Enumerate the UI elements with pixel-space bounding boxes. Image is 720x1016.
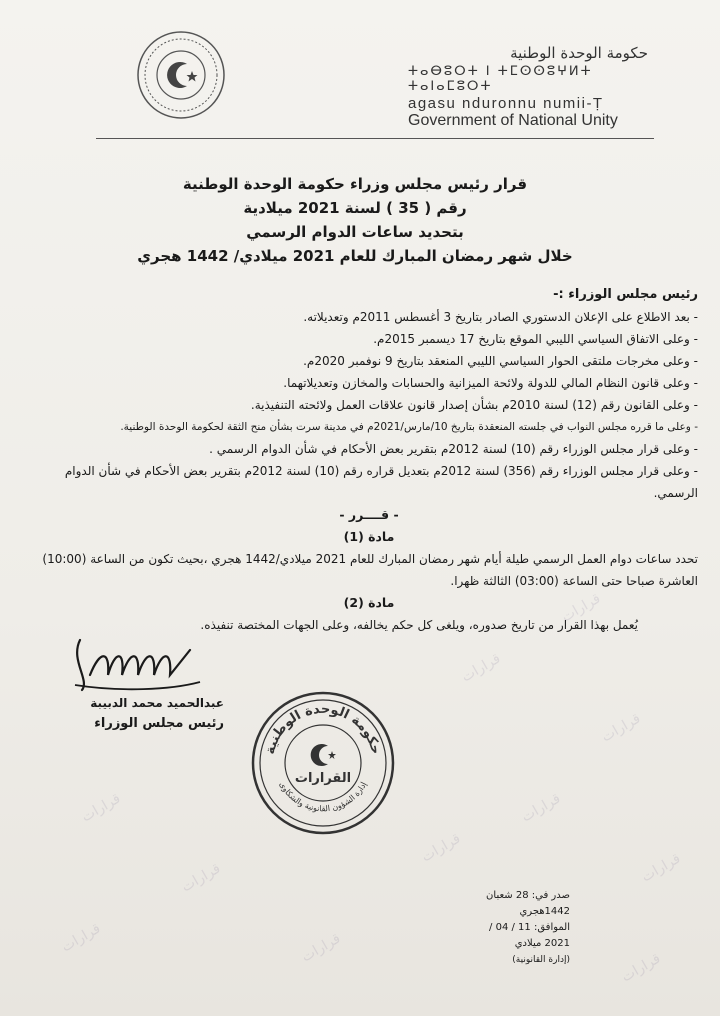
footer-department: (إدارة القانونية): [512, 955, 570, 965]
watermark: قرارات: [458, 650, 504, 686]
header-english-name: Government of National Unity: [408, 112, 618, 129]
preamble-item: - وعلى قرار مجلس الوزراء رقم (356) لسنة 2012م بتعديل قراره رقم (10) لسنة 2012م بتقرير بعض الأحكام في شأن الدوام الرسمي.: [64, 464, 698, 500]
preamble-item: - وعلى ما قرره مجلس النواب في جلسته المنعقدة بتاريخ 10/مارس/2021م في مدينة سرت بشأن منح الثقة لحكومة الوحدة الوطنية.: [120, 421, 698, 433]
government-header: [408, 44, 648, 130]
watermark: قرارات: [598, 710, 644, 746]
watermark: قرارات: [638, 850, 684, 886]
watermark: قرارات: [298, 930, 344, 966]
body-lead: رئيس مجلس الوزراء :-: [553, 287, 698, 302]
signatory-name: عبدالحميد محمد الدبيبة: [90, 696, 224, 710]
title-line-3: بتحديد ساعات الدوام الرسمي: [246, 223, 464, 241]
article-2-text: يُعمل بهذا القرار من تاريخ صدوره، ويلغى كل حكم يخالفه، وعلى الجهات المختصة تنفيذه.: [200, 618, 638, 632]
header-arabic-name: حكومة الوحدة الوطنية: [510, 44, 648, 62]
preamble-item: - وعلى مخرجات ملتقى الحوار السياسي الليبي المنعقد بتاريخ 9 نوفمبر 2020م.: [303, 354, 698, 368]
footer-gregorian-date: الموافق: 11 / 04 / 2021 ميلادي: [489, 922, 570, 949]
decree-title: [120, 172, 590, 268]
title-line-1: قرار رئيس مجلس وزراء حكومة الوحدة الوطنية: [182, 175, 528, 193]
signatory-title: رئيس مجلس الوزراء: [94, 716, 224, 731]
preamble-item: - وعلى الاتفاق السياسي الليبي الموقع بتاريخ 17 ديسمبر 2015م.: [373, 332, 698, 346]
handwritten-signature-icon: [60, 620, 210, 700]
svg-text:حكومة الوحدة الوطنية: [263, 702, 383, 756]
watermark: قرارات: [58, 920, 104, 956]
title-line-4: خلال شهر رمضان المبارك للعام 2021 ميلادي/ 1442 هجري: [137, 247, 573, 265]
watermark: قرارات: [558, 590, 604, 626]
watermark: قرارات: [178, 860, 224, 896]
preamble-item: - وعلى قرار مجلس الوزراء رقم (10) لسنة 2012م بتقرير بعض الأحكام في شأن الدوام الرسمي .: [209, 442, 698, 456]
official-stamp-icon: [248, 688, 398, 838]
header-tifinagh-name: ⵜⴰⴱⵓⵔⵜ ⵏ ⵜⵎⵙⵙⵓⵖⵍⵜ ⵜⴰⵏⴰⵎⵓⵔⵜ: [408, 64, 593, 94]
article-1-text: تحدد ساعات دوام العمل الرسمي طيلة أيام شهر رمضان المبارك للعام 2021 ميلادي/1442 هجري ،بحيث تكون من الساعة (10:00) العاشرة صباحا حتى الساعة (03:00) الثالثة ظهرا.: [42, 552, 698, 588]
header-divider: [96, 138, 654, 139]
issuance-footer: [470, 888, 570, 968]
article-1-title: مادة (1): [343, 529, 395, 544]
stamp-top-text: حكومة الوحدة الوطنية: [262, 701, 384, 756]
header-latin-name: agasu nduronnu numii-Ṭ: [408, 95, 604, 112]
watermark: قرارات: [418, 830, 464, 866]
preamble-item: - وعلى القانون رقم (12) لسنة 2010م بشأن إصدار قانون علاقات العمل ولائحته التنفيذية.: [250, 398, 698, 412]
preamble-item: - بعد الاطلاع على الإعلان الدستوري الصادر بتاريخ 3 أغسطس 2011م وتعديلاته.: [303, 310, 698, 324]
government-emblem-icon: [136, 30, 226, 120]
article-2-title: مادة (2): [343, 595, 395, 610]
decree-body: [40, 284, 698, 636]
decides-heading: - قــــرر -: [339, 507, 399, 522]
footer-hijri-date: صدر في: 28 شعبان 1442هجري: [486, 890, 570, 917]
title-line-2: رقم ( 35 ) لسنة 2021 ميلادية: [243, 199, 467, 217]
stamp-center-text: القرارات: [294, 771, 352, 786]
signature-block: [44, 696, 224, 731]
preamble-item: - وعلى قانون النظام المالي للدولة ولائحة الميزانية والحسابات والمخازن وتعديلاتهما.: [283, 376, 698, 390]
watermark: قرارات: [618, 950, 664, 986]
watermark: قرارات: [78, 790, 124, 826]
stamp-bottom-text: إدارة الشؤون القانونية والشكاوى: [277, 780, 369, 814]
watermark: قرارات: [518, 790, 564, 826]
